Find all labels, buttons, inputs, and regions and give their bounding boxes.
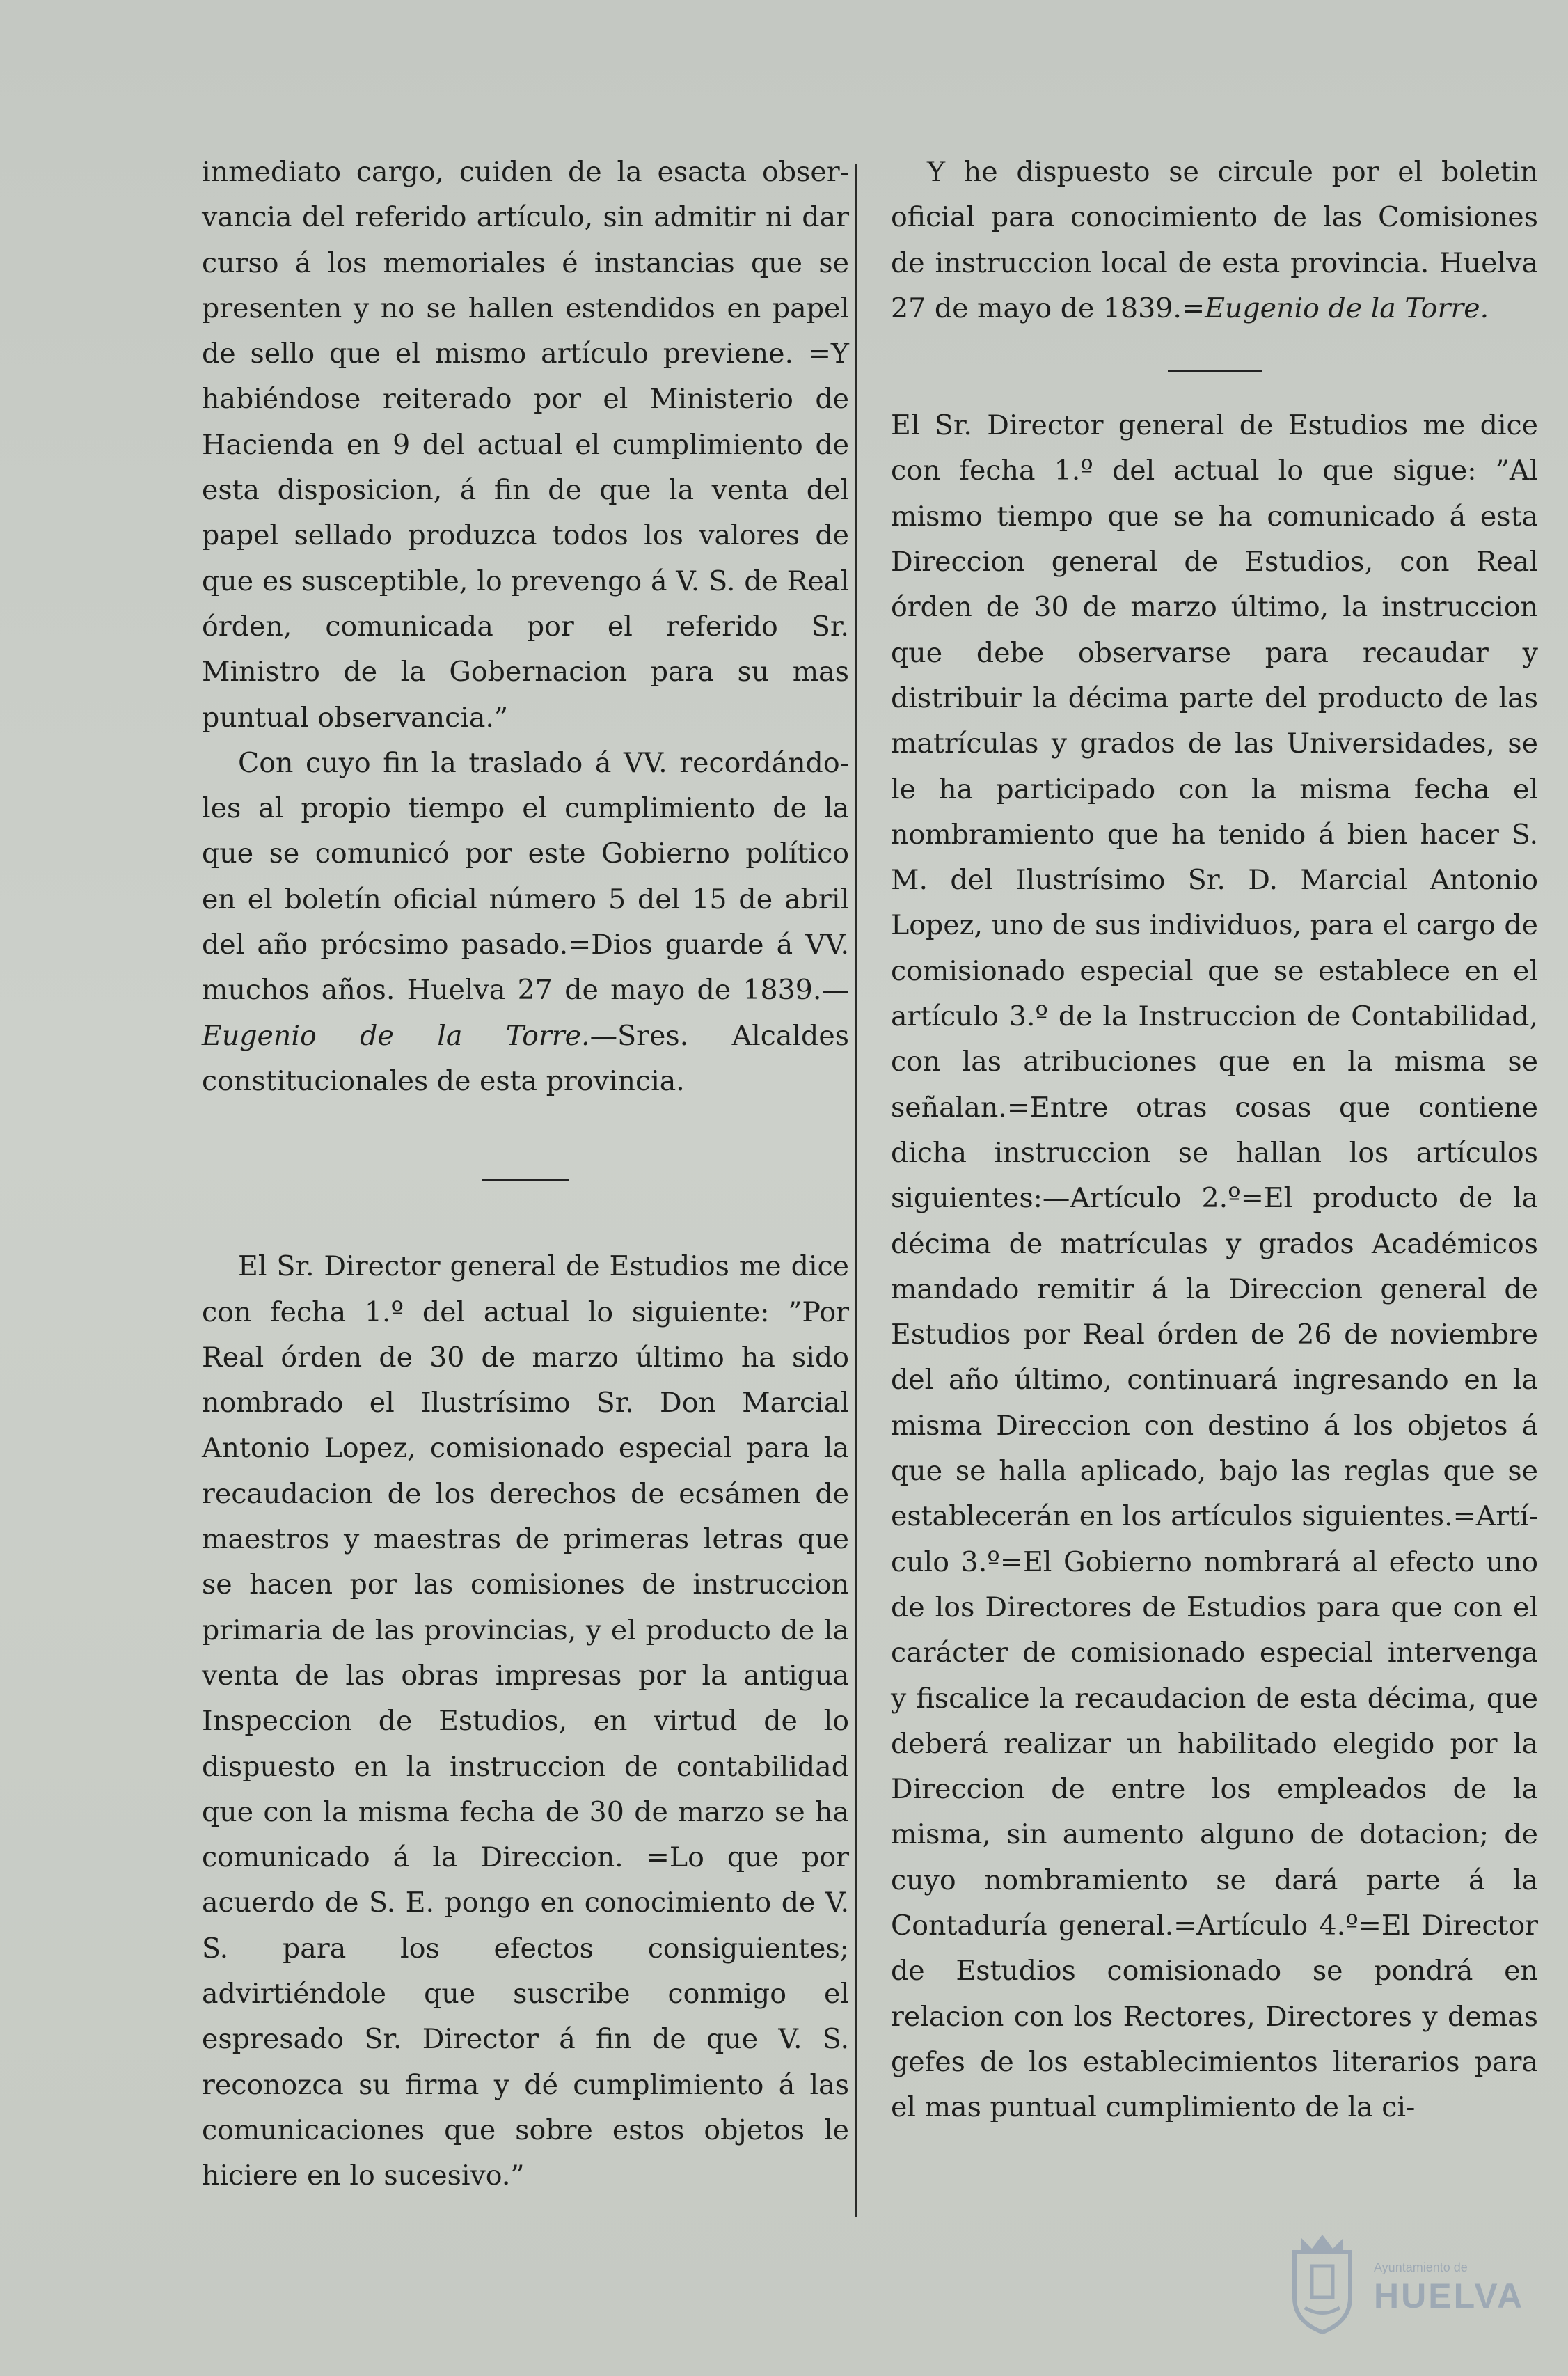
paragraph-transfer-closing: —Sres. Alcaldes constitucionales de esta provincia. (202, 1019, 849, 1097)
watermark-main-text: HUELVA (1374, 2276, 1525, 2315)
section-divider (1168, 370, 1262, 372)
paragraph-transfer-text: Con cuyo fin la traslado á VV. recordándoles al propio tiempo el cumplimiento de la que se comunicó por este Gobierno político en el boletín oficial número 5 del 15 de abril del año prócsimo pasado.=Dios guarde á VV. muchos años. Huelva 27 de mayo de 1839.— (202, 746, 849, 1007)
column-separator (855, 164, 857, 2217)
paragraph-circulation (891, 150, 1538, 331)
paragraph-transfer (202, 741, 849, 1104)
left-column (202, 150, 849, 2198)
section-divider (482, 1179, 569, 1181)
huelva-watermark-logo (1281, 2231, 1525, 2336)
paragraph-director-instruction: El Sr. Director general de Estudios me dice con fecha 1.º del actual lo que sigue: ”Al mismo tiempo que se ha comunicado á esta Direccion general de Estudios, con Real órden de 30 de marzo último, la instruccion que debe observarse para recaudar y distribuir la décima parte del producto de las matrículas y grados de las Universidades, se le ha participado con la misma fecha el nombramiento que ha tenido á bien hacer S. M. del Ilustrísimo Sr. D. Marcial Antonio Lopez, uno de sus individuos, para el cargo de comisionado especial que se establece en el artículo 3.º de la Instruccion de Contabilidad, con las atribuciones que en la misma se señalan.=Entre otras cosas que contiene dicha instruccion se hallan los artículos siguientes:—Artículo 2.º=El producto de la décima de matrículas y grados Académicos mandado remitir á la Direccion general de Estudios por Real órden de 26 de noviembre del año último, continuará ingresando en la misma Direccion con destino á los objetos á que se halla aplicado, bajo las reglas que se establecerán en los artículos siguientes.=Artículo 3.º=El Gobierno nombrará al efecto uno de los Directores de Estudios para que con el carácter de comisionado especial intervenga y fiscalice la recaudacion de esta décima, que deberá realizar un habilitado elegido por la Direccion de entre los empleados de la misma, sin aumento alguno de dotacion; de cuyo nombramiento se dará parte á la Contaduría general.=Artículo 4.º=El Director de Estudios comisionado se pondrá en relacion con los Rectores, Directores y demas gefes de los establecimientos literarios para el mas puntual cumplimiento de la ci- (891, 409, 1538, 2124)
paragraph-circulation-text: Y he dispuesto se circule por el boletin oficial para conocimiento de las Comisiones de instruccion local de esta provincia. Huelva 27 de mayo de 1839.= (891, 156, 1538, 324)
right-column (891, 150, 1538, 2130)
paragraph-continuation: inmediato cargo, cuiden de la esacta observancia del referido artículo, sin admitir ni dar curso á los memoriales é instancias que se presenten y no se hallen estendidos en papel de sello que el mismo artículo previene. =Y habiéndose reiterado por el Ministerio de Hacienda en 9 del actual el cumplimiento de esta disposicion, á fin de que la venta del papel sellado produzca todos los valores de que es susceptible, lo prevengo á V. S. de Real órden, comunicada por el referido Sr. Ministro de la Gobernacion para su mas puntual observancia.” (202, 156, 849, 734)
signature-name: Eugenio de la Torre. (202, 1019, 590, 1052)
paragraph-director-notice: El Sr. Director general de Estudios me dice con fecha 1.º del actual lo siguiente: ”Por Real órden de 30 de marzo último ha sido nombrado el Ilustrísimo Sr. Don Marcial Antonio Lopez, comisionado especial para la recaudacion de los derechos de ecsámen de maestros y maestras de primeras letras que se hacen por las comisiones de instruccion primaria de las provincias, y el producto de la venta de las obras impresas por la antigua Inspeccion de Estudios, en virtud de lo dispuesto en la instruccion de contabilidad que con la misma fecha de 30 de marzo se ha comunicado á la Direccion. =Lo que por acuerdo de S. E. pongo en conocimiento de V. S. para los efectos consiguientes; advirtiéndole que suscribe conmigo el espresado Sr. Director á fin de que V. S. reconozca su firma y dé cumplimiento á las comunicaciones que sobre estos objetos le hiciere en lo sucesivo.” (202, 1250, 849, 2192)
coat-of-arms-icon (1281, 2231, 1364, 2336)
watermark-top-text: Ayuntamiento de (1374, 2260, 1468, 2274)
signature-name: Eugenio de la Torre. (1205, 292, 1489, 324)
